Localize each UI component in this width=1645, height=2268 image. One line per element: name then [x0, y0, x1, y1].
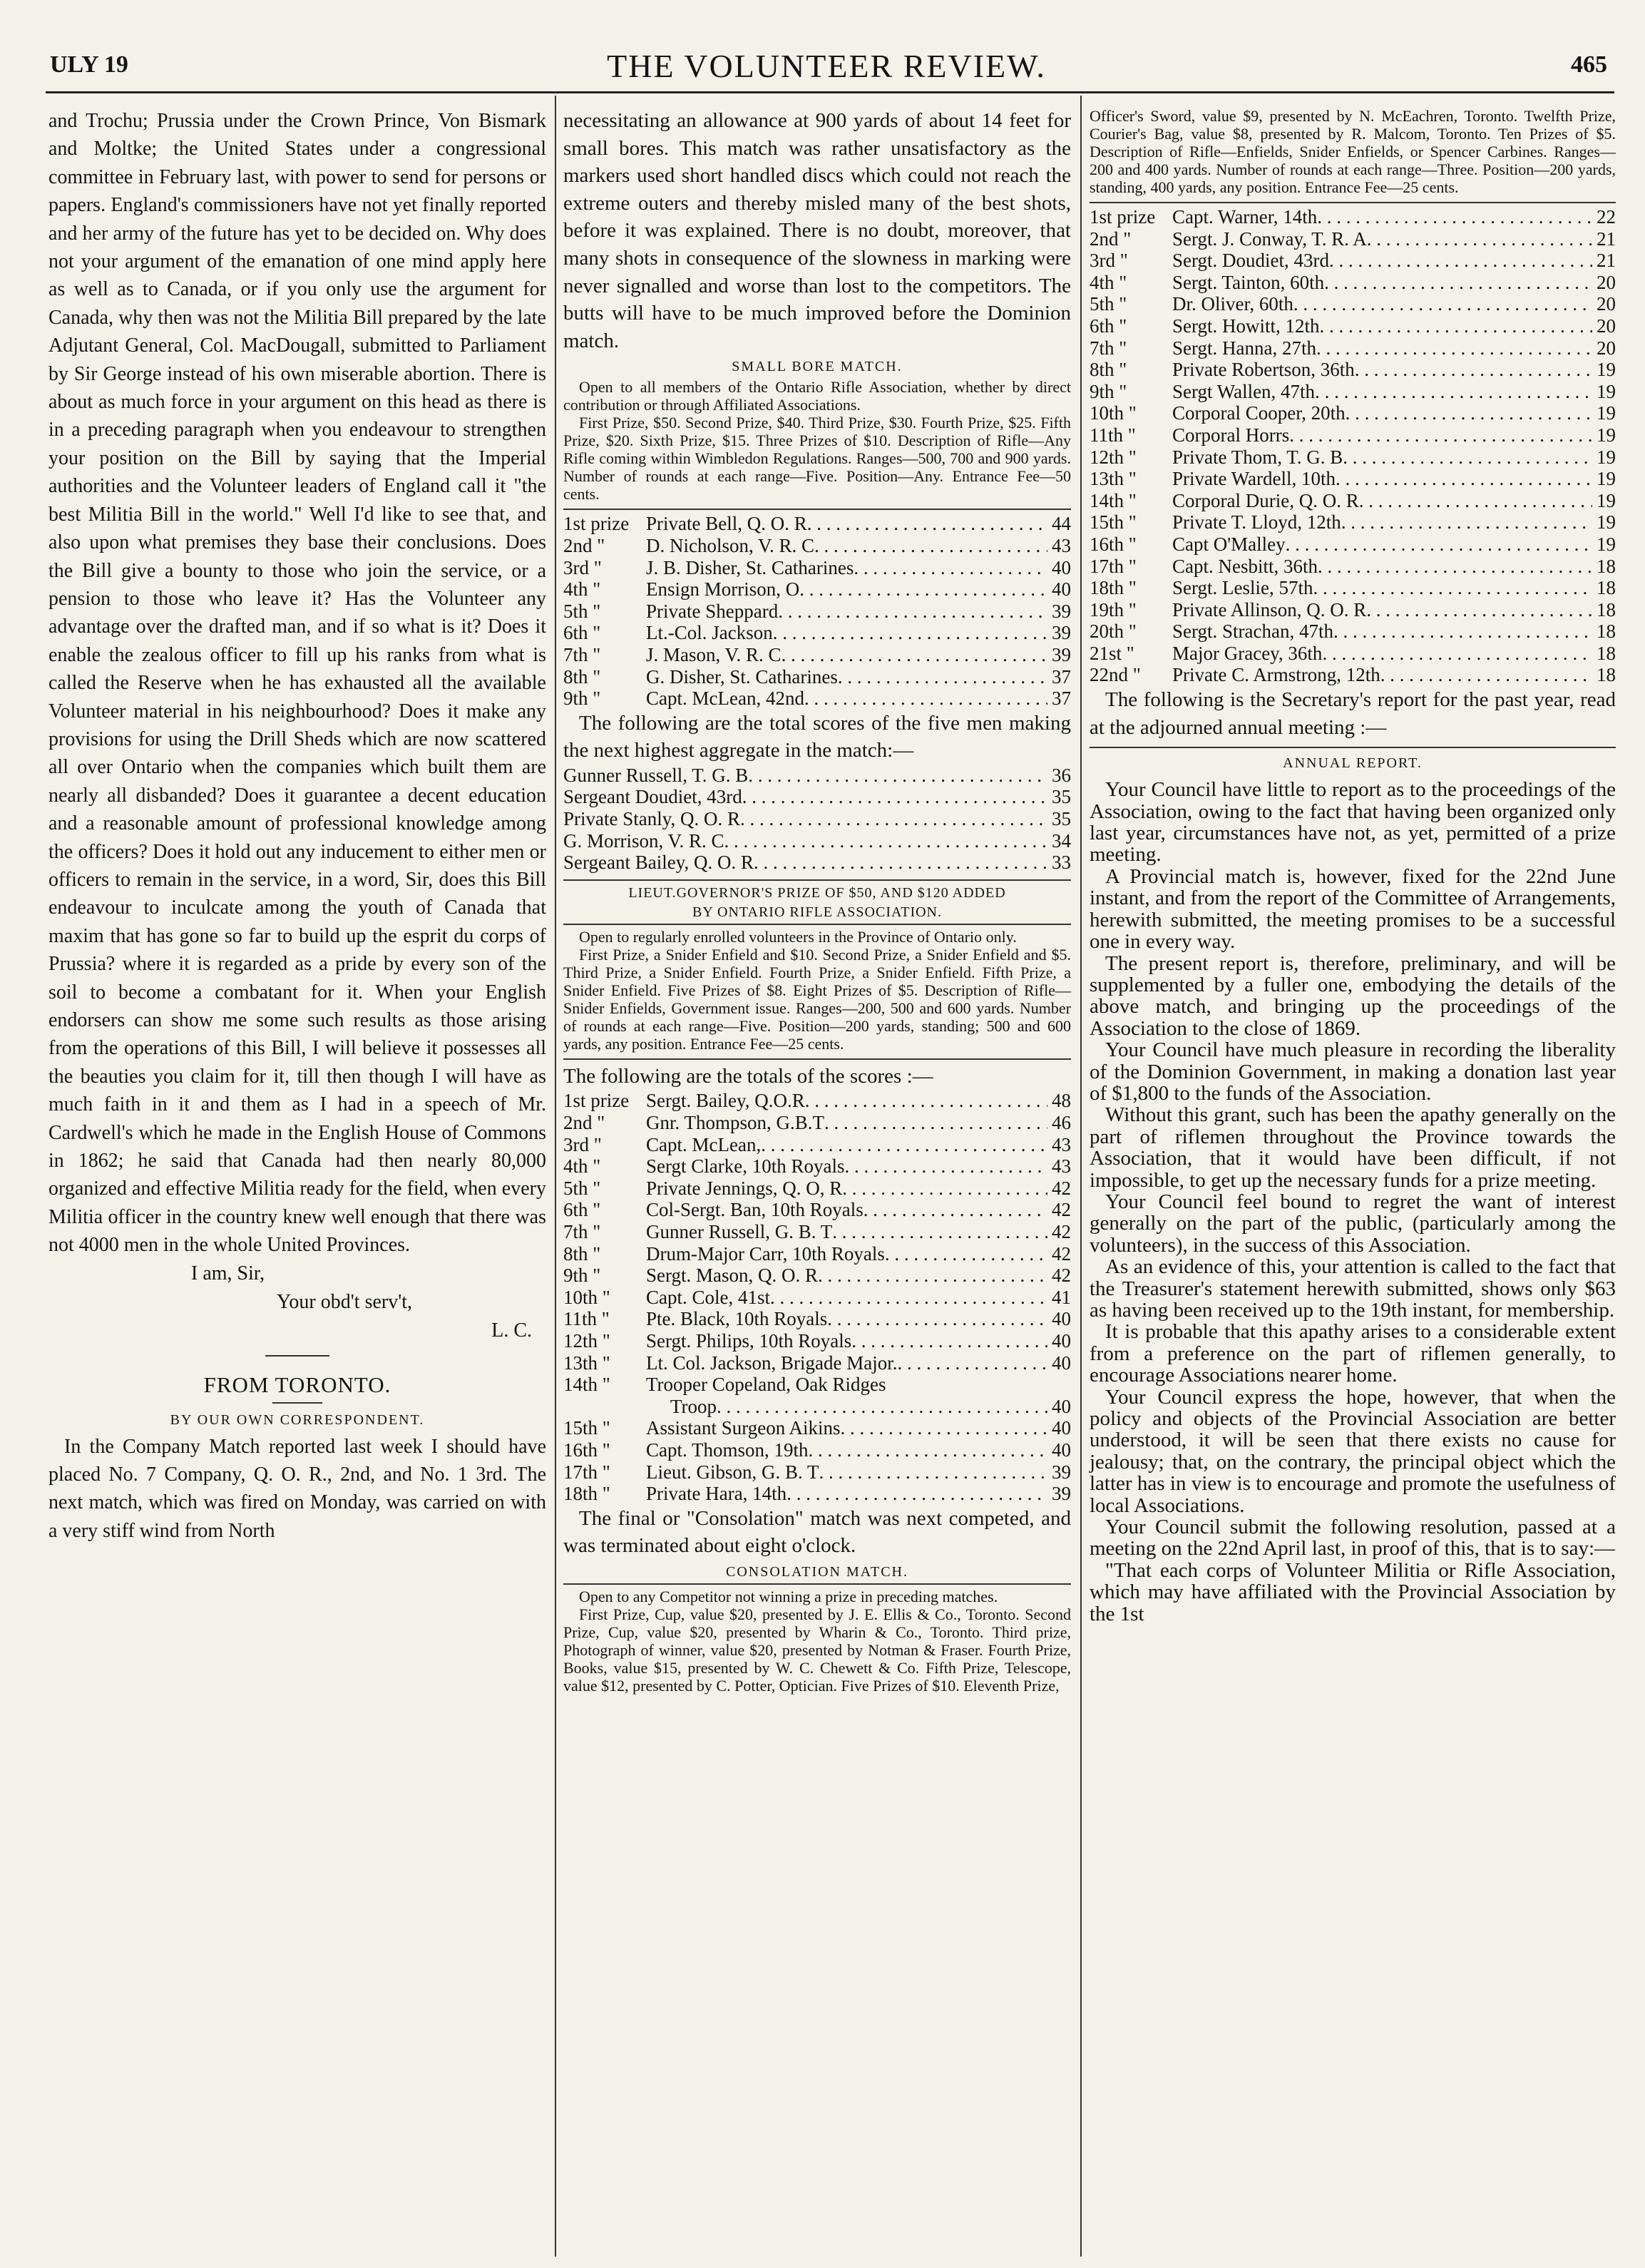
result-row: Private Stanly, Q. O. R . . . 35: [563, 808, 1071, 830]
column-left: [48, 107, 546, 1545]
result-row: 16th " Capt O'Malley . . . 19: [1090, 533, 1616, 556]
result-row: 7th " Sergt. Hanna, 27th . . . 20: [1090, 337, 1616, 359]
consolation-heading: CONSOLATION MATCH.: [725, 1563, 908, 1580]
result-row: 18th " Sergt. Leslie, 57th . . . 18: [1090, 577, 1616, 599]
result-row: 18th " Private Hara, 14th . . . 39: [563, 1483, 1071, 1505]
result-row: 16th " Capt. Thomson, 19th . . . 40: [563, 1439, 1071, 1461]
result-row: 15th " Assistant Surgeon Aikins . . . 40: [563, 1417, 1071, 1439]
report-paragraph: Your Council have little to report as to the proceedings of the Association, owing to the fact that having been organized only last year, circumstances have not, as yet, permitted of a prize meeting.: [1090, 778, 1616, 867]
section-heading: FROM TORONTO.: [203, 1371, 391, 1397]
lieut-governor-heading: LIEUT.GOVERNOR'S PRIZE OF $50, AND $120 ADDED: [628, 884, 1006, 901]
report-paragraph: Without this grant, such has been the apathy generally on the part of riflemen throughout the Province towards the Association, that it would have been difficult, if not impossible, to get up the necessary funds for a prize meeting.: [1090, 1103, 1616, 1192]
issue-date: ULY 19: [50, 51, 128, 78]
result-row: 20th " Sergt. Strachan, 47th . . . 18: [1090, 620, 1616, 643]
result-row: 8th " Drum-Major Carr, 10th Royals . . . 42: [563, 1243, 1071, 1265]
secretary-intro: The following is the Secretary's report for the past year, read at the adjourned annual meeting :—: [1090, 688, 1616, 739]
result-row: 2nd " D. Nicholson, V. R. C . . . 43: [563, 535, 1071, 557]
match-commentary: necessitating an allowance at 900 yards of about 14 feet for small bores. This match was rather unsatisfactory as the markers used short handled discs which could not reach the extreme outers and thereby misled many of the best shots, before it was explained. There is no doubt, moreover, that many shots in consequence of the slowness in marking were never signalled and worse than lost to the competitors. The butts will have to be much improved before the Dominion match.: [563, 109, 1071, 352]
report-paragraph: A Provincial match is, however, fixed for the 22nd June instant, and from the report of the Committee of Arrangements, herewith submitted, the meeting promises to be a successful one in every way.: [1090, 864, 1616, 954]
small-bore-conditions: First Prize, $50. Second Prize, $40. Third Prize, $30. Fourth Prize, $25. Fifth Prize, $20. Sixth Prize, $15. Three Prizes of $10. Description of Rifle—Any Rifle coming within Wimbledon Regulations. Ranges—500, 700 and 900 yards. Number of rounds at each range—Five. Position—Any. Entrance Fee—50 cents.: [563, 414, 1071, 504]
report-paragraph: The present report is, therefore, preliminary, and will be supplemented by a fuller one, embodying the details of the above match, and bringing up the proceedings of the Association to the close of 1869.: [1090, 951, 1616, 1040]
lieut-conditions: First Prize, a Snider Enfield and $10. Second Prize, a Snider Enfield and $5. Third Prize, a Snider Enfield. Fourth Prize, a Snider Enfield. Fifth Prize, a Snider Enfield. Five Prizes of $8. Eight Prizes of $5. Description of Rifle—Snider Enfields, Government issue. Ranges—200, 500 and 600 yards. Number of rounds at each range—Five. Position—200 yards, standing; 500 and 600 yards, any position. Entrance Fee—25 cents.: [563, 945, 1071, 1053]
column-right: [1090, 107, 1616, 1625]
rule: [563, 879, 1071, 881]
result-row: Troop . . . 40: [563, 1396, 1071, 1418]
aggregate-results: [563, 765, 1071, 874]
report-paragraph: It is probable that this apathy arises to a considerable extent from a preference on the part of riflemen generally, to encourage Associations nearer home.: [1090, 1320, 1616, 1387]
result-row: 4th " Sergt. Tainton, 60th . . . 20: [1090, 272, 1616, 294]
report-paragraph: "That each corps of Volunteer Militia or Rifle Association, which may have affiliated with the Provincial Association by the 1st: [1090, 1558, 1616, 1625]
result-row: 17th " Capt. Nesbitt, 36th . . . 18: [1090, 556, 1616, 578]
result-row: 19th " Private Allinson, Q. O. R . . . 18: [1090, 599, 1616, 621]
result-row: 8th " G. Disher, St. Catharines . . . 37: [563, 666, 1071, 688]
consolation-conditions: First Prize, Cup, value $20, presented by J. E. Ellis & Co., Toronto. Second Prize, Cup, value $20, presented by Wharin & Co., Toronto. Third prize, Photograph of winner, value $20, presented by Notman & Fraser. Fourth Prize, Books, value $15, presented by W. C. Chewett & Co. Fifth Prize, Telescope, value $12, presented by C. Potter, Optician. Five Prizes of $10. Eleventh Prize,: [563, 1605, 1071, 1695]
result-row: 8th " Private Robertson, 36th . . . 19: [1090, 359, 1616, 381]
result-row: 12th " Private Thom, T. G. B . . . 19: [1090, 446, 1616, 469]
result-row: 12th " Sergt. Philips, 10th Royals . . . 40: [563, 1330, 1071, 1352]
byline: BY OUR OWN CORRESPONDENT.: [170, 1411, 425, 1428]
result-row: 7th " Gunner Russell, G. B. T . . . 42: [563, 1221, 1071, 1243]
newspaper-title: THE VOLUNTEER REVIEW.: [607, 48, 1046, 84]
result-row: 2nd " Gnr. Thompson, G.B.T . . . 46: [563, 1112, 1071, 1134]
result-row: 13th " Lt. Col. Jackson, Brigade Major. . . . 40: [563, 1352, 1071, 1374]
result-row: 17th " Lieut. Gibson, G. B. T . . . 39: [563, 1461, 1071, 1483]
result-row: 3rd " Capt. McLean, . . . 43: [563, 1134, 1071, 1156]
report-paragraph: Your Council submit the following resolution, passed at a meeting on the 22nd April last, in proof of this, that is to say:—: [1090, 1516, 1616, 1560]
result-row: G. Morrison, V. R. C . . . 34: [563, 830, 1071, 852]
result-row: Sergeant Doudiet, 43rd . . . 35: [563, 786, 1071, 808]
result-row: 9th " Sergt Wallen, 47th . . . 19: [1090, 381, 1616, 403]
consolation-intro: The final or "Consolation" match was next competed, and was terminated about eight o'clock.: [563, 1506, 1071, 1558]
result-row: 3rd " J. B. Disher, St. Catharines . . . 40: [563, 557, 1071, 579]
result-row: 9th " Sergt. Mason, Q. O. R . . . 42: [563, 1265, 1071, 1287]
result-row: 7th " J. Mason, V. R. C . . . 39: [563, 644, 1071, 666]
column-middle: [563, 107, 1071, 1695]
result-row: 2nd " Sergt. J. Conway, T. R. A . . . 21: [1090, 228, 1616, 250]
rule: [563, 509, 1071, 510]
rule: [563, 1058, 1071, 1060]
report-paragraph: As an evidence of this, your attention is called to the fact that the Treasurer's statement herewith submitted, shows only $63 as having been received up to the 19th instant, for membership.: [1090, 1255, 1616, 1322]
result-row: 11th " Corporal Horrs . . . 19: [1090, 424, 1616, 446]
report-heading: ANNUAL REPORT.: [1283, 755, 1423, 772]
rule: [563, 1583, 1071, 1585]
consolation-results: [1090, 206, 1616, 686]
result-row: 11th " Pte. Black, 10th Royals . . . 40: [563, 1308, 1071, 1330]
result-row: 5th " Dr. Oliver, 60th . . . 20: [1090, 293, 1616, 315]
result-row: 14th " Corporal Durie, Q. O. R . . . 19: [1090, 490, 1616, 512]
column-divider-1: [555, 96, 556, 2257]
small-bore-eligibility: Open to all members of the Ontario Rifle Association, whether by direct contribution or through Affiliated Associations.: [563, 378, 1071, 414]
heading-rule: [272, 1402, 322, 1404]
result-row: 14th " Trooper Copeland, Oak Ridges: [563, 1374, 886, 1396]
consolation-conditions-continued: Officer's Sword, value $9, presented by N. McEachren, Toronto. Twelfth Prize, Courier's Bag, value $8, presented by R. Malcom, Toronto. Ten Prizes of $5. Description of Rifle—Enfields, Snider Enfields, or Spencer Carbines. Ranges—200 and 400 yards. Number of rounds at each range—Three. Position—200 yards, standing, 400 yards, any position. Entrance Fee—25 cents.: [1090, 107, 1616, 196]
aggregate-intro: The following are the total scores of the five men making the next highest aggregate in the match:—: [563, 711, 1071, 762]
result-row: 6th " Lt.-Col. Jackson . . . 39: [563, 622, 1071, 644]
consolation-eligibility: Open to any Competitor not winning a prize in preceding matches.: [579, 1587, 998, 1605]
result-row: 9th " Capt. McLean, 42nd . . . 37: [563, 688, 1071, 710]
result-row: 6th " Sergt. Howitt, 12th . . . 20: [1090, 315, 1616, 337]
result-row: 15th " Private T. Lloyd, 12th . . . 19: [1090, 511, 1616, 533]
toronto-report: In the Company Match reported last week I should have placed No. 7 Company, Q. O. R., 2nd, and No. 1 3rd. The next match, which was fired on Monday, was carried on with a very stiff wind from North: [48, 1435, 546, 1542]
result-row: 3rd " Sergt. Doudiet, 43rd . . . 21: [1090, 250, 1616, 272]
page-number: 465: [1571, 51, 1607, 78]
result-row: 1st prize Private Bell, Q. O. R . . . 44: [563, 513, 1071, 535]
result-row: 4th " Sergt Clarke, 10th Royals . . . 43: [563, 1155, 1071, 1178]
result-row: 4th " Ensign Morrison, O . . . 40: [563, 578, 1071, 601]
result-row: 10th " Corporal Cooper, 20th . . . 19: [1090, 402, 1616, 424]
result-row: 10th " Capt. Cole, 41st . . . 41: [563, 1287, 1071, 1309]
section-divider: [265, 1355, 329, 1357]
rule: [1090, 747, 1616, 748]
lieut-eligibility: Open to regularly enrolled volunteers in the Province of Ontario only.: [579, 927, 1017, 946]
small-bore-results: [563, 513, 1071, 709]
letter-closing-2: Your obd't serv't,: [277, 1290, 413, 1313]
column-divider-2: [1080, 96, 1082, 2257]
rule: [563, 924, 1071, 925]
result-row: 1st prize Capt. Warner, 14th . . . 22: [1090, 206, 1616, 228]
lieut-governor-subheading: BY ONTARIO RIFLE ASSOCIATION.: [692, 904, 942, 920]
lieut-intro: The following are the totals of the scores :—: [563, 1064, 933, 1088]
report-paragraph: Your Council feel bound to regret the want of interest generally on the part of the public, (particularly among the volunteers), in the success of this Association.: [1090, 1190, 1616, 1257]
letter-closing: I am, Sir,: [191, 1262, 265, 1284]
result-row: 5th " Private Sheppard . . . 39: [563, 601, 1071, 623]
letter-body: and Trochu; Prussia under the Crown Prince, Von Bismark and Moltke; the United States under a congressional committee in February last, with power to send for persons or papers. England's commissioners have not yet finally reported and her army of the future has yet to be decided on. Why does not your argument of the emanation of one mind apply here as well as to Canada, or if you only use the argument for Canada, why then was not the Militia Bill prepared by the late Adjutant General, Col. MacDougall, submitted to Parliament by Sir George instead of his own miserable abortion. There is about as much force in your argument on this head as there is in a preceding paragraph when you endeavour to strengthen your position on the Bill by saying that the Imperial authorities and the Volunteer leaders of England call it "the best Militia Bill in the world." Well I'd like to see that, and also upon what premises they base their conclusions. Does the Bill give a bounty to those who join the service, or a pension to those who leave it? Has the Volunteer any advantage over the drafted man, and if so what is it? Does it enable the zealous officer to fill up his ranks from what is called the Reserve when he has exhausted all the available Volunteer material in his neighbourhood? Does it make any provisions for using the Drill Sheds which are now scattered all over Ontario when the companies which built them are nearly all disbanded? Does it guarantee a decent education and a reasonable amount of professional knowledge among the officers? Does it hold out any inducement to either men or officers to remain in the service, in a word, Sir, does this Bill endeavour to inculcate among the youth of Canada that maxim that has gone so far to build up the esprit du corps of Prussia? where it is regarded as a pride by every son of the soil to become a combatant for it. When your English endorsers can show me some such results as those arising from the operations of this Bill, I will believe it possesses all the beauties you claim for it, till then though I will have as much faith in it and them as I had in a speech of Mr. Cardwell's which he made in the English House of Commons in 1862; he said that Canada had then nearly 80,000 organized and effective Militia ready for the field, when every Militia officer in the country knew well enough that there was not 4000 men in the whole United Provinces.: [48, 110, 546, 1257]
header-rule: [46, 91, 1614, 93]
lieut-results: [563, 1090, 1071, 1504]
rule: [1090, 202, 1616, 203]
report-paragraph: Your Council express the hope, however, that when the policy and objects of the Provincial Association are better understood, it will be seen that there exists no cause for jealousy; that, on the contrary, the principal object which the latter has in view is to encourage and promote the usefulness of local Associations.: [1090, 1385, 1616, 1517]
result-row: 5th " Private Jennings, Q. O, R . . . 42: [563, 1178, 1071, 1200]
result-row: Sergeant Bailey, Q. O. R . . . 33: [563, 852, 1071, 874]
result-row: 6th " Col-Sergt. Ban, 10th Royals . . . 42: [563, 1199, 1071, 1221]
small-bore-heading: SMALL BORE MATCH.: [732, 359, 903, 375]
report-paragraph: Your Council have much pleasure in recording the liberality of the Dominion Government, in making a donation last year of $1,800 to the funds of the Association.: [1090, 1038, 1616, 1105]
result-row: 13th " Private Wardell, 10th . . . 19: [1090, 468, 1616, 490]
page-header: [46, 20, 1607, 84]
result-row: 21st " Major Gracey, 36th . . . 18: [1090, 643, 1616, 665]
result-row: Gunner Russell, T. G. B . . . 36: [563, 765, 1071, 787]
result-row: 1st prize Sergt. Bailey, Q.O.R . . . 48: [563, 1090, 1071, 1112]
result-row: 22nd " Private C. Armstrong, 12th . . . 18: [1090, 664, 1616, 686]
letter-signature: L. C.: [491, 1319, 532, 1342]
